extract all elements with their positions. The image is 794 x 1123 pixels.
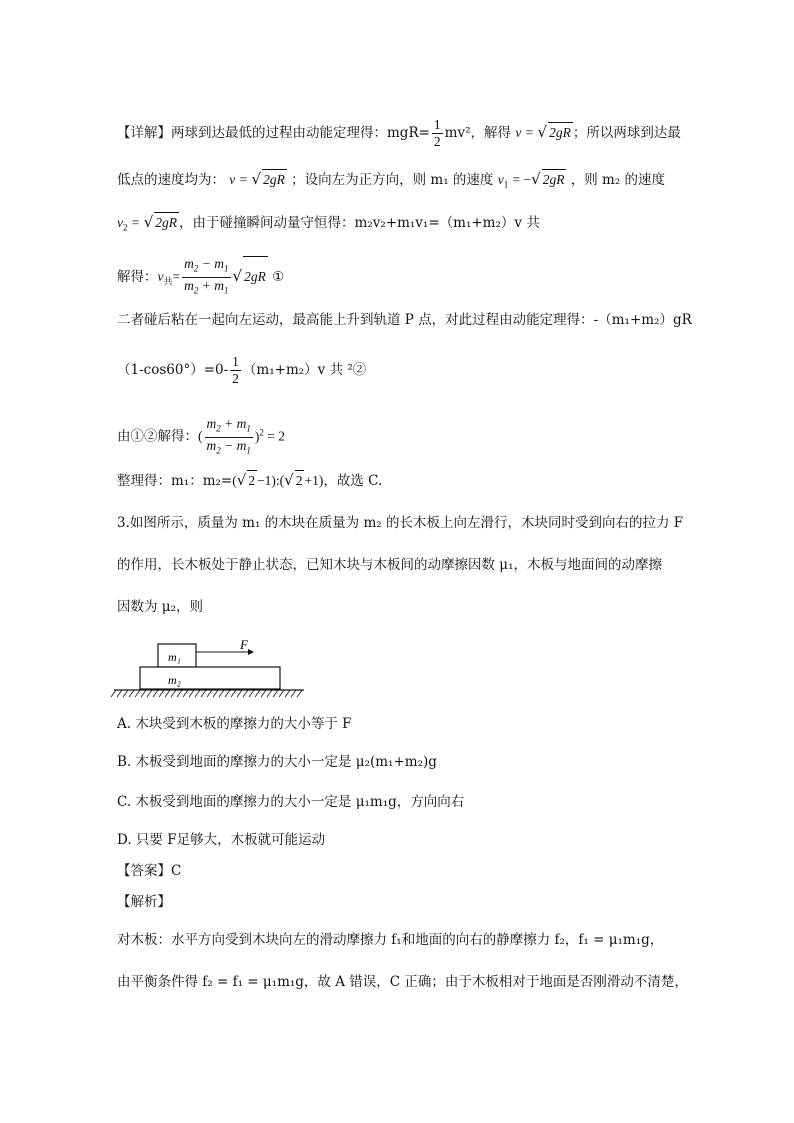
hatch-mark <box>273 690 278 697</box>
hatch-mark <box>279 690 284 697</box>
detail-line-7: 由①②解得：( $\frac{m_2 + m_1}{m_2 - m_1}$ )$^2$ = 2 <box>117 412 285 452</box>
block-board-figure <box>110 636 310 702</box>
hatch-mark <box>183 690 188 697</box>
analysis-line-2: 由平衡条件得 f₂ = f₁ = μ₁m₁g，故 A 错误，C 正确；由于木板相对于地面是否刚滑动不清楚， <box>117 974 688 990</box>
hatch-mark <box>267 690 272 697</box>
arrow-head-icon <box>248 649 254 655</box>
hatch-mark <box>201 690 206 697</box>
board-m2 <box>140 667 280 689</box>
analysis-line-1: 对木板：水平方向受到木块向左的滑动摩擦力 f₁和地面的向右的静摩擦力 f₂，f₁ = μ₁m₁g， <box>117 932 664 948</box>
hatch-mark <box>111 690 116 697</box>
detail-line-8: 整理得：m₁：m₂=(√ 2 −1):(√ 2 +1)，故选 C. <box>117 471 383 489</box>
option-c: C. 木板受到地面的摩擦力的大小一定是 μ₁m₁g，方向向右 <box>117 794 465 810</box>
question-3-line-3: 因数为 μ₂，则 <box>117 599 203 615</box>
hatch-mark <box>249 690 254 697</box>
hatch-mark <box>147 690 152 697</box>
hatch-mark <box>225 690 230 697</box>
hatch-mark <box>165 690 170 697</box>
analysis-label: 【解析】 <box>117 894 171 910</box>
ground-hatching <box>111 690 302 697</box>
hatch-mark <box>261 690 266 697</box>
hatch-mark <box>171 690 176 697</box>
detail-line-6: （1-cos60°）=0- $\frac{1}{2}$ （m₁+m₂）v 共 ²② <box>117 354 367 386</box>
detail-line-4: 解得：$v_共=$ $\frac{m_2 - m_1}{m_2 + m_1}$ √ 2gR ① <box>117 256 284 296</box>
hatch-mark <box>123 690 128 697</box>
hatch-mark <box>117 690 122 697</box>
question-3-line-1: 3.如图所示，质量为 m₁ 的木块在质量为 m₂ 的长木板上向左滑行，木块同时受到向右的拉力 F <box>117 515 684 531</box>
fraction-half-2: $\frac{1}{2}$ <box>232 354 239 386</box>
fraction-velocity: $\frac{m_2 - m_1}{m_2 + m_1}$ <box>184 256 229 296</box>
board-label: m₂ <box>168 673 181 687</box>
hatch-mark <box>189 690 194 697</box>
fraction-mass-ratio: $\frac{m_2 + m_1}{m_2 - m_1}$ <box>206 415 251 456</box>
hatch-mark <box>141 690 146 697</box>
hatch-mark <box>195 690 200 697</box>
detail-line-5: 二者碰后粘在一起向左运动，最高能上升到轨道 P 点，对此过程由动能定理得：-（m₁+m₂）gR <box>117 312 692 328</box>
hatch-mark <box>207 690 212 697</box>
detail-line-3: $v_2$ = √ 2gR ，由于碰撞瞬间动量守恒得：m₂v₂+m₁v₁=（m₁+m₂）v 共 <box>117 213 540 233</box>
hatch-mark <box>255 690 260 697</box>
block-label: m₁ <box>168 650 181 664</box>
hatch-mark <box>291 690 296 697</box>
option-d: D. 只要 F足够大，木板就可能运动 <box>117 832 326 848</box>
hatch-mark <box>219 690 224 697</box>
question-3-line-2: 的作用，长木板处于静止状态，已知木块与木板间的动摩擦因数 μ₁，木板与地面间的动摩擦 <box>117 557 662 573</box>
hatch-mark <box>159 690 164 697</box>
formula-v: v <box>515 125 522 140</box>
hatch-mark <box>129 690 134 697</box>
answer: 【答案】C <box>117 863 182 879</box>
force-label: F <box>240 637 248 652</box>
detail-label: 【详解】 <box>117 125 171 141</box>
hatch-mark <box>297 690 302 697</box>
hatch-mark <box>153 690 158 697</box>
hatch-mark <box>231 690 236 697</box>
hatch-mark <box>177 690 182 697</box>
detail-line-2: 低点的速度均为： v = √ 2gR ；设向左为正方向，则 m₁ 的速度 $v_1$ = −√ 2gR ，则 m₂ 的速度 <box>117 170 666 190</box>
option-b: B. 木板受到地面的摩擦力的大小一定是 μ₂(m₁+m₂)g <box>117 754 437 770</box>
hatch-mark <box>285 690 290 697</box>
hatch-mark <box>213 690 218 697</box>
option-a: A. 木块受到木板的摩擦力的大小等于 F <box>117 716 352 732</box>
fraction-half: $\frac{1}{2}$ <box>433 117 441 149</box>
hatch-mark <box>237 690 242 697</box>
hatch-mark <box>243 690 248 697</box>
detail-line-1: 【详解】两球到达最低的过程由动能定理得：mgR= $\frac{1}{2}$ mv²，解得 v = √ 2gR ；所以两球到达最 <box>117 117 681 149</box>
hatch-mark <box>135 690 140 697</box>
